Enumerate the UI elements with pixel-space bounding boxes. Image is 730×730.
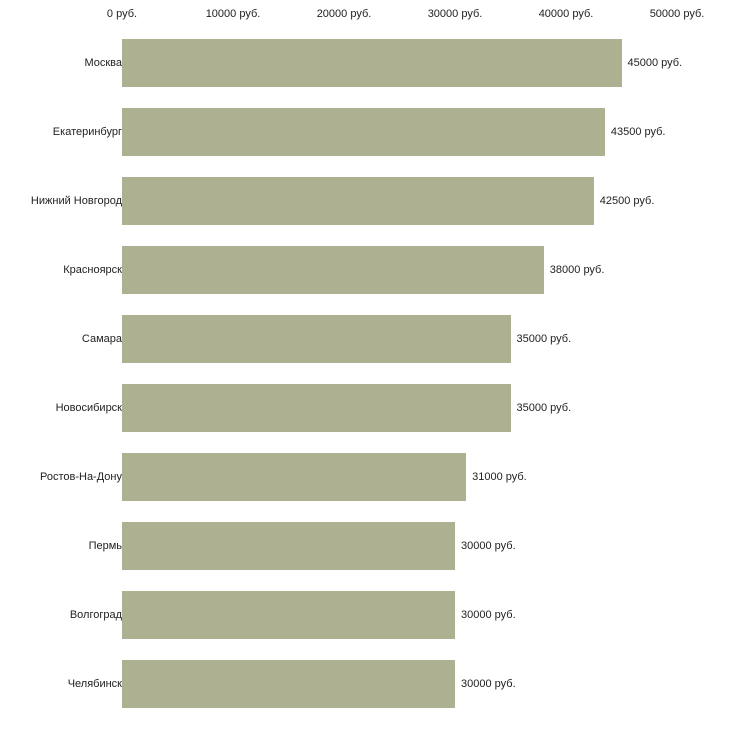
bar — [122, 39, 622, 87]
bar-value-label: 30000 руб. — [461, 608, 516, 621]
bar — [122, 591, 455, 639]
bar-row — [0, 511, 730, 580]
bar-row — [0, 97, 730, 166]
bar-value-label: 31000 руб. — [472, 470, 527, 483]
category-label: Самара — [81, 332, 122, 345]
x-axis-tick-label: 50000 руб. — [649, 8, 705, 20]
bar-value-label: 43500 руб. — [610, 125, 666, 138]
bar-row — [0, 649, 730, 718]
category-label: Нижний Новгород — [30, 194, 122, 207]
bar-value-label: 30000 руб. — [461, 677, 516, 690]
bar-row — [0, 580, 730, 649]
x-axis-tick-label: 30000 руб. — [427, 8, 483, 20]
category-label: Екатеринбург — [52, 125, 122, 138]
bar-row — [0, 373, 730, 442]
bar — [122, 522, 455, 570]
bar-row — [0, 166, 730, 235]
category-label: Пермь — [88, 539, 122, 552]
bar-row — [0, 442, 730, 511]
bar-row — [0, 28, 730, 97]
category-label: Ростов-На-Дону — [39, 470, 122, 483]
bar — [122, 384, 511, 432]
category-label: Москва — [84, 56, 122, 69]
plot-area — [0, 28, 730, 718]
bar-row — [0, 235, 730, 304]
category-label: Красноярск — [63, 263, 122, 276]
bar — [122, 660, 455, 708]
bar-row — [0, 304, 730, 373]
bar-value-label: 35000 руб. — [516, 401, 572, 414]
bar — [122, 246, 544, 294]
bar-value-label: 42500 руб. — [599, 194, 655, 207]
x-axis — [0, 0, 730, 28]
category-label: Новосибирск — [55, 401, 122, 414]
category-label: Волгоград — [69, 608, 122, 621]
bar — [122, 108, 605, 156]
category-label: Челябинск — [67, 677, 122, 690]
x-axis-tick-label: 40000 руб. — [538, 8, 594, 20]
x-axis-tick-label: 0 руб. — [106, 8, 138, 20]
bar-value-label: 38000 руб. — [549, 263, 605, 276]
bar-value-label: 35000 руб. — [516, 332, 572, 345]
bar-value-label: 45000 руб. — [627, 56, 683, 69]
bar — [122, 453, 466, 501]
bar — [122, 315, 511, 363]
bar-value-label: 30000 руб. — [461, 539, 516, 552]
x-axis-tick-label: 20000 руб. — [316, 8, 372, 20]
bar — [122, 177, 594, 225]
x-axis-tick-label: 10000 руб. — [205, 8, 261, 20]
